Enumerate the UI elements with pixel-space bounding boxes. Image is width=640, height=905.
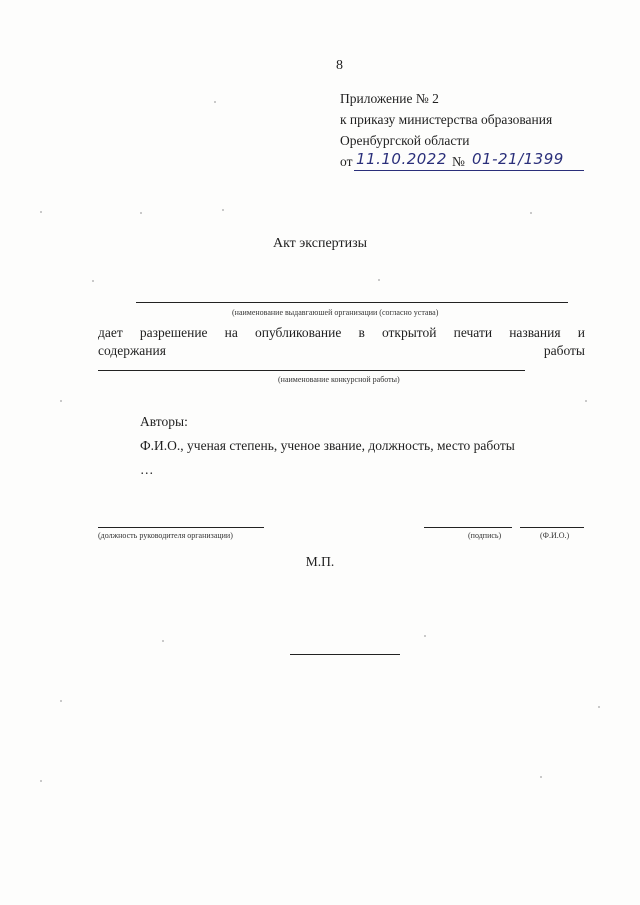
authors-label: Авторы: (140, 414, 188, 429)
handwritten-order-number: 01-21/1399 (472, 150, 564, 168)
work-name-caption: (наименование конкурсной работы) (278, 375, 400, 384)
order-date-number (340, 150, 585, 174)
org-name-caption: (наименование выдавгаюшей организации (согласно устава) (232, 308, 439, 317)
word: и (577, 325, 585, 340)
scan-speck (162, 640, 164, 642)
appendix-order-ref: к приказу министерства образования (340, 112, 553, 127)
permission-text (98, 324, 585, 360)
position-line (98, 527, 264, 528)
scan-speck (92, 280, 94, 282)
closing-rule (290, 654, 400, 655)
word: печати (453, 325, 493, 340)
appendix-header (340, 88, 552, 151)
word: открытой (381, 325, 437, 340)
seal-mark: М.П. (305, 554, 335, 569)
scan-speck (378, 279, 380, 281)
fio-line (520, 527, 584, 528)
word: опубликование (255, 325, 342, 340)
scan-speck (40, 211, 42, 213)
scan-speck (530, 212, 532, 214)
word: названия (509, 325, 561, 340)
date-underline (354, 170, 584, 171)
signature-caption: (подпись) (468, 531, 502, 540)
authors-fields: Ф.И.О., ученая степень, ученое звание, должность, место работы (140, 438, 515, 453)
scan-speck (60, 700, 62, 702)
scan-speck (540, 776, 542, 778)
scan-speck (60, 400, 62, 402)
scan-speck (222, 209, 224, 211)
word: на (224, 325, 238, 340)
org-name-line (136, 302, 568, 303)
appendix-number: Приложение № 2 (340, 91, 439, 106)
word: содержания (98, 343, 166, 358)
permission-line-2 (98, 342, 585, 360)
date-prefix: от (340, 154, 353, 169)
word: дает (98, 325, 123, 340)
page-number: 8 (336, 58, 343, 73)
permission-line-1 (98, 324, 585, 342)
scan-speck (598, 706, 600, 708)
scan-speck (214, 101, 216, 103)
signature-line (424, 527, 512, 528)
word: разрешение (139, 325, 208, 340)
scan-speck (140, 212, 142, 214)
scan-speck (40, 780, 42, 782)
number-prefix: № (452, 154, 465, 169)
scan-speck (585, 400, 587, 402)
authors-ellipsis: … (140, 462, 154, 477)
word: в (358, 325, 365, 340)
handwritten-date: 11.10.2022 (356, 150, 447, 168)
scan-speck (424, 635, 426, 637)
word: работы (543, 343, 585, 358)
work-name-line (98, 370, 525, 371)
fio-caption: (Ф.И.О.) (540, 531, 570, 540)
position-caption: (должность руководителя организации) (98, 531, 233, 540)
document-title: Акт экспертизы (272, 236, 368, 251)
appendix-region: Оренбургской области (340, 133, 470, 148)
